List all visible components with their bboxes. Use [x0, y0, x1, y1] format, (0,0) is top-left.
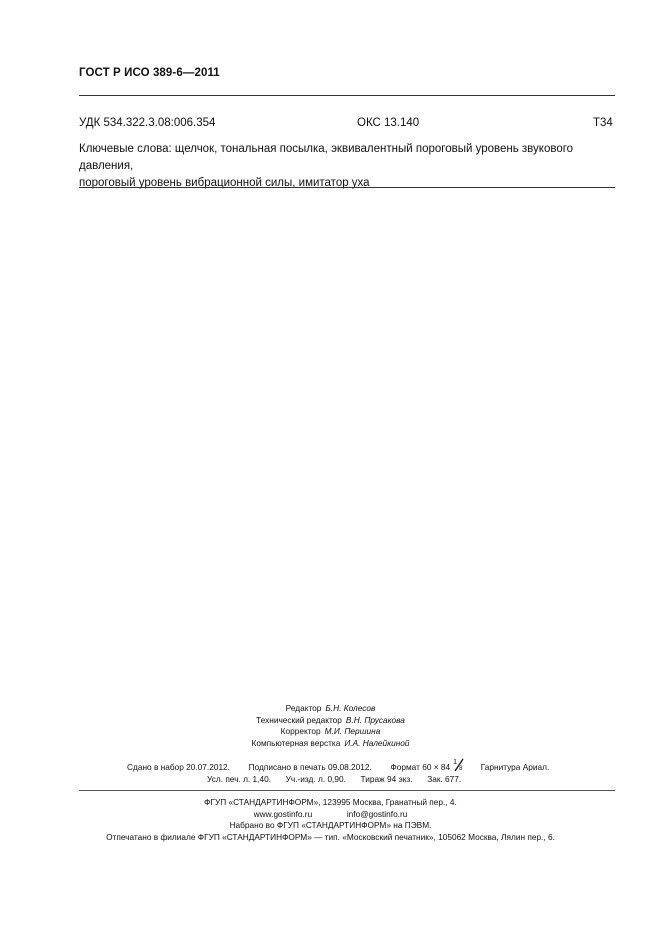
credit-label: Компьютерная верстка [251, 737, 341, 748]
credit-name: Б.Н. Колесов [325, 703, 376, 713]
publisher-contacts [0, 809, 661, 821]
credit-name: И.А. Налейкиной [344, 737, 410, 748]
submitted-date: Сдано в набор 20.07.2012. [127, 762, 230, 772]
keywords-line-1: Ключевые слова: щелчок, тональная посылка, эквивалентный пороговый уровень звукового давления, [79, 143, 574, 172]
printed-note: Отпечатано в филиале ФГУП «СТАНДАРТИНФОРМ» — тип. «Московский печатник», 105062 Москва, Лялин пер., 6. [106, 831, 555, 842]
typeset-note: Набрано во ФГУП «СТАНДАРТИНФОРМ» на ПЭВМ. [229, 820, 432, 830]
credit-tech-editor [0, 715, 661, 727]
publisher-block [0, 797, 661, 843]
signed-date: Подписано в печать 09.08.2012. [248, 762, 372, 772]
format-denominator: 8 [459, 766, 463, 772]
print-info-row-1 [127, 760, 549, 774]
keywords-divider [79, 187, 615, 188]
keywords-line-2: пороговый уровень вибрационной силы, имитатор уха [79, 177, 370, 189]
format-fraction [452, 760, 466, 772]
publisher-email: info@gostinfo.ru [346, 808, 408, 819]
print-info-row-2 [207, 774, 461, 786]
credit-layout [0, 738, 661, 750]
credits-block [0, 703, 661, 749]
credit-label: Корректор [280, 726, 321, 736]
oks-code: ОКС 13.140 [357, 117, 420, 129]
print-sheets: Усл. печ. л. 1,40. [207, 774, 271, 784]
print-info-divider [79, 790, 615, 791]
print-run: Тираж 94 экз. [360, 774, 413, 784]
typeface-info: Гарнитура Ариал. [480, 762, 550, 772]
credit-label: Технический редактор [256, 714, 342, 725]
credit-name: В.Н. Прусакова [345, 714, 405, 725]
standard-number-header: ГОСТ Р ИСО 389-6—2011 [79, 67, 220, 79]
credit-name: М.И. Першина [324, 726, 381, 736]
group-code: Т34 [593, 117, 613, 129]
format-numerator: 1 [453, 759, 458, 766]
paper-format: Формат 60 × 84 [390, 762, 451, 772]
keywords-block [79, 141, 619, 192]
pub-sheets: Уч.-изд. л. 0,90. [285, 774, 346, 784]
udk-code: УДК 534.322.3.08:006.354 [79, 117, 216, 129]
order-number: Зак. 677. [427, 774, 462, 784]
credit-label: Редактор [285, 703, 322, 713]
publisher-address: ФГУП «СТАНДАРТИНФОРМ», 123995 Москва, Гранатный пер., 4. [204, 797, 457, 807]
credit-proofreader [0, 726, 661, 738]
publisher-website: www.gostinfo.ru [253, 808, 313, 819]
header-divider [79, 95, 615, 96]
credit-editor [0, 703, 661, 715]
